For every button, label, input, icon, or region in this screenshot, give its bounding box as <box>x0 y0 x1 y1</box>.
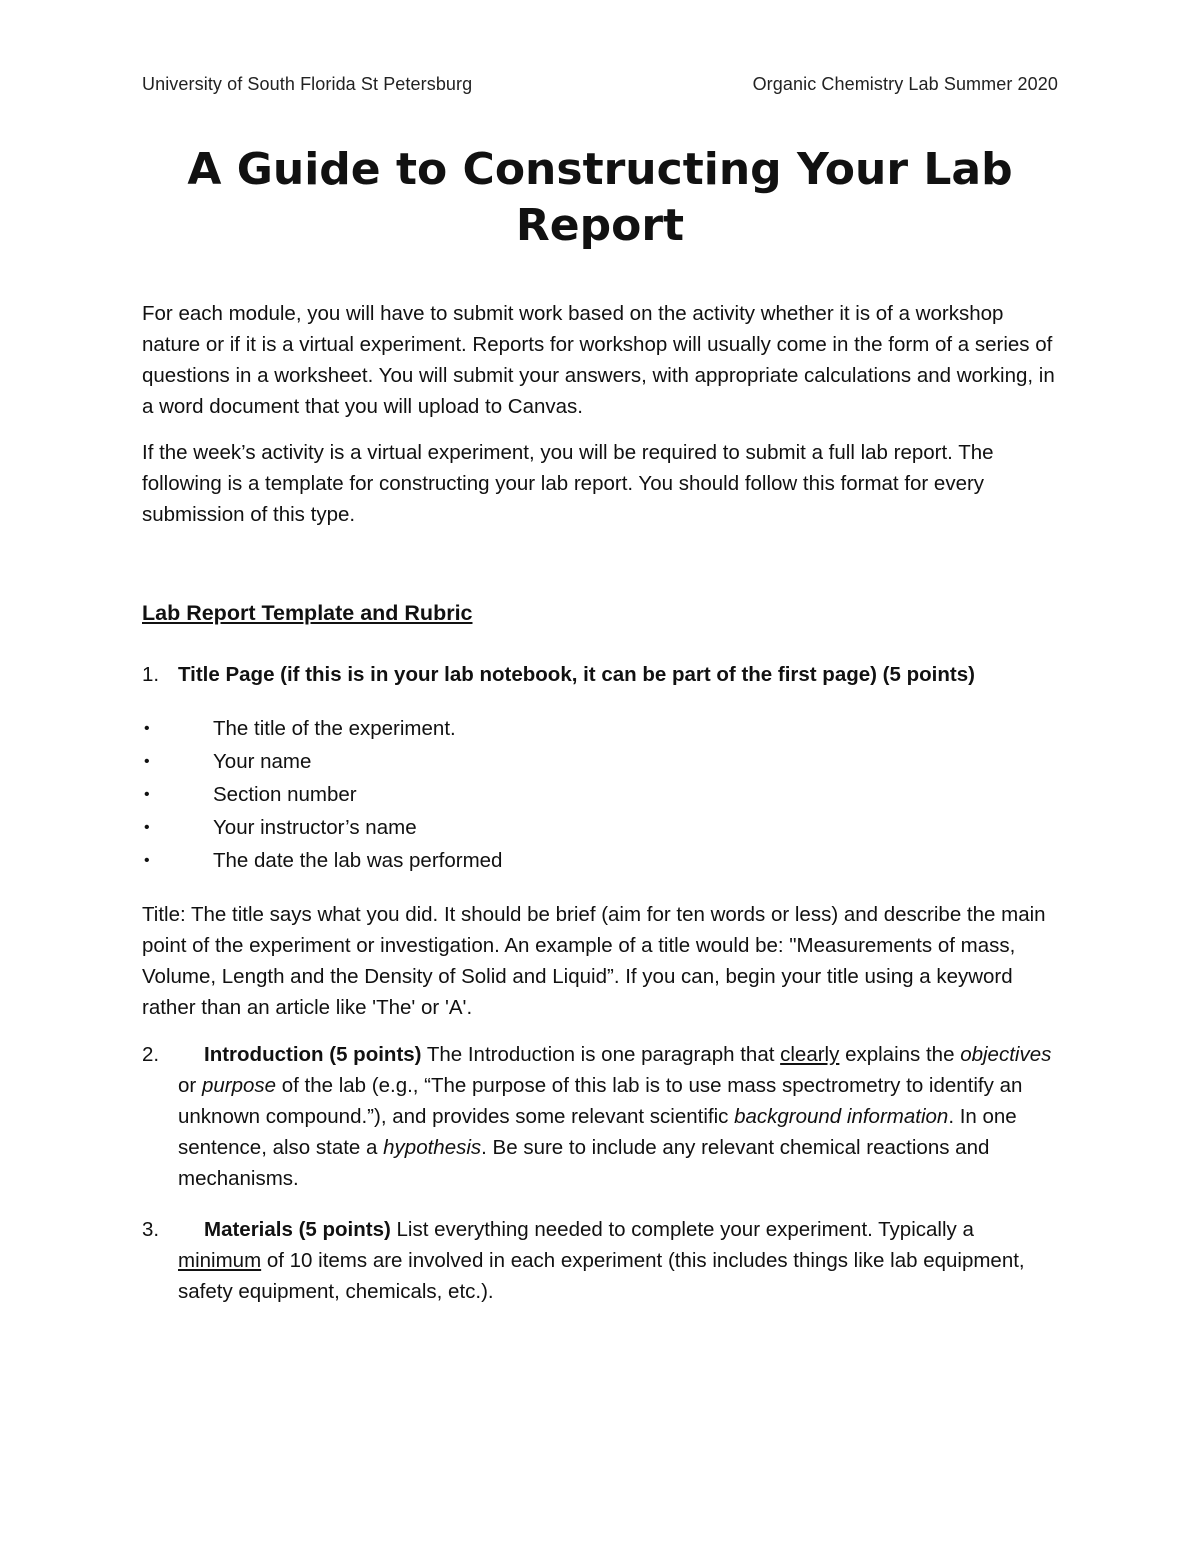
header-institution: University of South Florida St Petersburg <box>142 74 473 94</box>
text-run-italic: background information <box>734 1105 949 1128</box>
page-header <box>142 74 1058 95</box>
bullet-item <box>142 745 1058 778</box>
bullet-item <box>142 712 1058 745</box>
bullet-text: The title of the experiment. <box>213 717 456 740</box>
list-number: 3. <box>142 1218 160 1241</box>
intro-paragraph-2: If the week’s activity is a virtual experiment, you will be required to submit a full lab report. The following is a template for constructing your lab report. You should follow this format for every submission of this type. <box>142 441 994 526</box>
document-title: A Guide to Constructing Your Lab Report <box>187 144 1013 251</box>
list-item-title-page <box>142 659 1058 690</box>
text-run-italic: purpose <box>201 1074 277 1097</box>
text-run: or <box>178 1074 202 1097</box>
introduction-label: Introduction (5 points) <box>204 1043 422 1066</box>
bullet-text: The date the lab was performed <box>213 849 503 872</box>
text-run: of the lab (e.g., “The purpose of this lab is to use mass spectrometry to identify an unknown compound.”), and provides some relevant scientific <box>178 1074 1023 1128</box>
list-item-label: Title Page (if this is in your lab notebook, it can be part of the first page) (5 points) <box>178 663 975 686</box>
bullet-glyph: • <box>144 852 150 869</box>
text-run-underline: clearly <box>780 1043 840 1066</box>
introduction-text <box>178 1039 1058 1194</box>
section-heading: Lab Report Template and Rubric <box>142 601 473 625</box>
bullet-item <box>142 844 1058 877</box>
bullet-text: Your name <box>213 750 312 773</box>
text-run: List everything needed to complete your experiment. Typically a <box>390 1218 974 1241</box>
text-run: The Introduction is one paragraph that <box>421 1043 781 1066</box>
materials-label: Materials (5 points) <box>204 1218 391 1241</box>
title-page-bullets <box>142 712 1058 877</box>
text-run: . Be sure to include any relevant chemical reactions and mechanisms. <box>178 1136 990 1190</box>
title-description: Title: The title says what you did. It should be brief (aim for ten words or less) and describe the main point of the experiment or investigation. An example of a title would be: "Measurements of mass, Volume, Length and the Density of Solid and Liquid”. If you can, begin your title using a keyword rather than an article like 'The' or 'A'. <box>142 903 1046 1019</box>
materials-text <box>178 1214 1058 1307</box>
text-run-underline: minimum <box>178 1249 262 1272</box>
list-item-materials <box>142 1214 1058 1307</box>
text-run-italic: objectives <box>960 1043 1052 1066</box>
list-number: 2. <box>142 1043 160 1066</box>
bullet-item <box>142 811 1058 844</box>
bullet-glyph: • <box>144 819 150 836</box>
text-run: of 10 items are involved in each experiment (this includes things like lab equipment, safety equipment, chemicals, etc.). <box>178 1249 1025 1303</box>
bullet-text: Section number <box>213 783 357 806</box>
list-number: 1. <box>142 663 160 686</box>
header-course: Organic Chemistry Lab Summer 2020 <box>752 74 1058 94</box>
text-run-italic: hypothesis <box>383 1136 482 1159</box>
bullet-item <box>142 778 1058 811</box>
text-run: . In one sentence, also state a <box>178 1105 1017 1159</box>
bullet-text: Your instructor’s name <box>213 816 417 839</box>
bullet-glyph: • <box>144 720 150 737</box>
intro-paragraph-1: For each module, you will have to submit work based on the activity whether it is of a workshop nature or if it is a virtual experiment. Reports for workshop will usually come in the form of a series of questions in a worksheet. You will submit your answers, with appropriate calculations and working, in a word document that you will upload to Canvas. <box>142 302 1055 418</box>
bullet-glyph: • <box>144 786 150 803</box>
list-item-introduction <box>142 1039 1058 1194</box>
document-body <box>142 298 1058 1307</box>
text-run: explains the <box>839 1043 961 1066</box>
bullet-glyph: • <box>144 753 150 770</box>
